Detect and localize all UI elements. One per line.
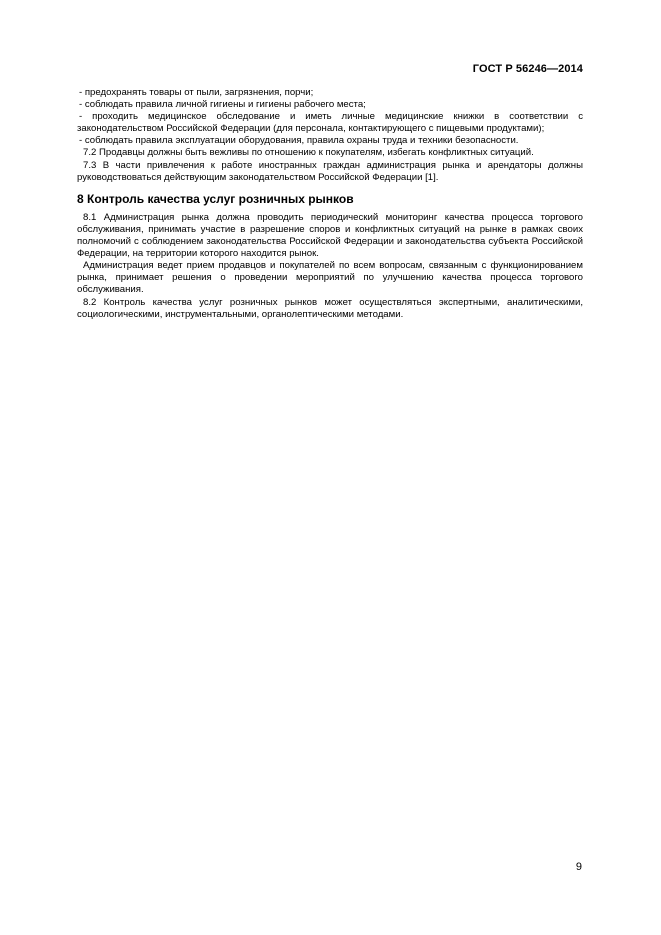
page-content	[77, 87, 583, 321]
list-item-protect-goods: - предохранять товары от пыли, загрязнения, порчи;	[79, 87, 314, 98]
section-8-heading: 8 Контроль качества услуг розничных рынков	[77, 191, 354, 206]
clause-8-1-admin: Администрация ведет прием продавцов и покупателей по всем вопросам, связанным с функционированием рынка, принимает решения о проведении мероприятий по улучшению качества процесса торгового обслуживания.	[77, 260, 583, 296]
clause-7-2: 7.2 Продавцы должны быть вежливы по отношению к покупателям, избегать конфликтных ситуаций.	[83, 147, 534, 159]
list-item-equipment-rules: - соблюдать правила эксплуатации оборудования, правила охраны труда и техники безопасности.	[79, 135, 519, 147]
clause-8-1: 8.1 Администрация рынка должна проводить периодический мониторинг качества процесса торгового обслуживания, принимать участие в разрешение споров и конфликтных ситуаций на рынке в рамках своих полномочий с соблюдением законодательства Российской Федерации и законодательства субъекта Российской Федерации, на территории которого находится рынок.	[77, 211, 583, 260]
page-number: 9	[575, 861, 582, 873]
clause-7-3: 7.3 В части привлечения к работе иностранных граждан администрация рынка и арендаторы должны руководствоваться действующим законодательством Российской Федерации [1].	[77, 159, 583, 183]
clause-8-2: 8.2 Контроль качества услуг розничных рынков может осуществляться экспертными, аналитическими, социологическими, инструментальными, органолептическими методами.	[77, 296, 583, 320]
list-item-hygiene: - соблюдать правила личной гигиены и гигиены рабочего места;	[79, 99, 366, 111]
document-id-header: ГОСТ Р 56246—2014	[472, 63, 583, 75]
list-item-medical-exam: - проходить медицинское обследование и иметь личные медицинские книжки в соответствии с законодательством Российской Федерации (для персонала, контактирующего с пищевыми продуктами);	[77, 111, 583, 135]
